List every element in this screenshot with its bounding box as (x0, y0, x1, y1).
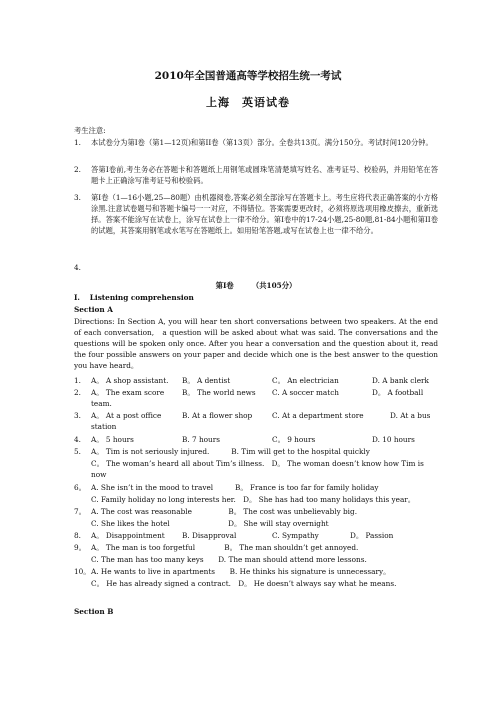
option-continuation: now (91, 470, 107, 479)
question-number: 9。 (74, 543, 86, 552)
options-line-1: A。 The man is too forgetful B。 The man shouldn’t get annoyed. (91, 543, 359, 552)
section-a-label: Section A (74, 305, 113, 314)
question-number: 10。 (74, 567, 91, 576)
option-b: B。 The world news (182, 388, 256, 397)
option-d: D。 A football (372, 388, 424, 397)
question-number: 1. (74, 376, 81, 385)
notice-item-text: 本试卷分为第I卷（第1—12页)和第II卷（第13页）部分。全卷共13页。满分150分。考试时间120分钟。 (91, 138, 433, 147)
notice-item-2 (74, 164, 438, 186)
notice-item-text: 答第I卷前,考生务必在答题卡和答题纸上用钢笔或圆珠笔清楚填写姓名、准考证号、校验码，并用铅笔在答题卡上正确涂写准考证号和校验码。 (91, 165, 438, 185)
question-number: 5. (74, 447, 81, 456)
options-line-2: C。 The woman’s heard all about Tim’s illness. D。 The woman doesn’t know how Tim is (91, 459, 424, 468)
options-line-1: A. The cost was reasonable B。 The cost was unbelievably big. (91, 507, 358, 516)
exam-title: 2010年全国普通高等学校招生统一考试 (154, 70, 342, 82)
part-heading: 第I卷 （共105分） (215, 281, 297, 290)
question-number: 2. (74, 388, 81, 397)
option-c: C。 9 hours (272, 435, 316, 444)
options-line-2: C. The man has too many keys D. The man should attend more lessons. (91, 555, 367, 564)
option-c: C. Sympathy (272, 531, 319, 540)
option-b: B. 7 hours (182, 435, 220, 444)
section-b-label: Section B (74, 607, 114, 616)
option-d: D. 10 hours (372, 435, 415, 444)
option-d: D. At a bus (390, 411, 431, 420)
section-title: I. Listening comprehension (74, 293, 194, 302)
question-number: 8. (74, 531, 81, 540)
notice-item-1 (74, 137, 438, 148)
option-b: B。 A dentist (182, 376, 231, 385)
question-number: 4. (74, 435, 81, 444)
option-a: A。 The exam score (91, 388, 165, 397)
option-continuation: team. (91, 399, 112, 408)
option-c: C. A soccer match (272, 388, 339, 397)
notice-item-3 (74, 192, 438, 236)
options-line-2: C。 He has already signed a contract. D。 He doesn’t always say what he means. (91, 579, 397, 588)
directions-paragraph: Directions: In Section A, you will hear ten short conversations between two speakers. At the end of each conversation, a question will be asked about what was said. The conversations and the questions will be spoken only once. After you hear a conversation and the question about it, read the four possible answers on your paper and decide which one is the best answer to the question you have heard。 (74, 317, 438, 370)
notice-item-number: 4. (74, 263, 81, 272)
option-continuation: station (91, 422, 117, 431)
options-line-2: C. She likes the hotel D。 She will stay overnight (91, 519, 329, 528)
options-line-1: A。 Tim is not seriously injured. B. Tim will get to the hospital quickly (91, 447, 370, 456)
option-a: A。 At a post office (91, 411, 162, 420)
option-d: D。 Passion (350, 531, 394, 540)
option-a: A。 A shop assistant. (91, 376, 169, 385)
option-c: C. At a department store (272, 411, 364, 420)
options-line-1: A. He wants to live in apartments B. He thinks his signature is unnecessary。 (91, 567, 391, 576)
option-d: D. A bank clerk (372, 376, 429, 385)
option-b: B. Disapproval (182, 531, 237, 540)
options-line-1: A. She isn’t in the mood to travel B。 France is too far for family holiday (91, 483, 379, 492)
notice-item-number: 2. (74, 165, 81, 174)
notice-item-number: 1. (74, 138, 81, 147)
option-c: C。 An electrician (272, 376, 339, 385)
notice-heading: 考生注意: (74, 126, 106, 135)
option-b: B. At a flower shop (182, 411, 253, 420)
exam-subtitle: 上海 英语试卷 (206, 96, 290, 109)
question-number: 3. (74, 411, 81, 420)
option-a: A。 5 hours (91, 435, 134, 444)
option-a: A。 Disappointment (91, 531, 165, 540)
question-number: 7。 (74, 507, 86, 516)
options-line-2: C. Family holiday no long interests her. D。 She has had too many holidays this year。 (91, 495, 416, 504)
question-number: 6。 (74, 483, 86, 492)
notice-item-text: 第I卷（1—16小题,25—80题）由机器阅卷,答案必须全部涂写在答题卡上。考生应将代表正确答案的小方格涂黑.注意试卷题号和答题卡编号一一对应，不得错位。答案需要更改时，必须将原选项用橡皮擦去，重新选择。答案不能涂写在试卷上，涂写在试卷上一律不给分。第I卷中的17-24小题,25-80题,81-84小题和第II卷的试题，其答案用钢笔或水笔写在答题纸上。如用铅笔答题,或写在试卷上也一律不给分。 (91, 193, 438, 235)
notice-item-number: 3. (74, 193, 81, 202)
